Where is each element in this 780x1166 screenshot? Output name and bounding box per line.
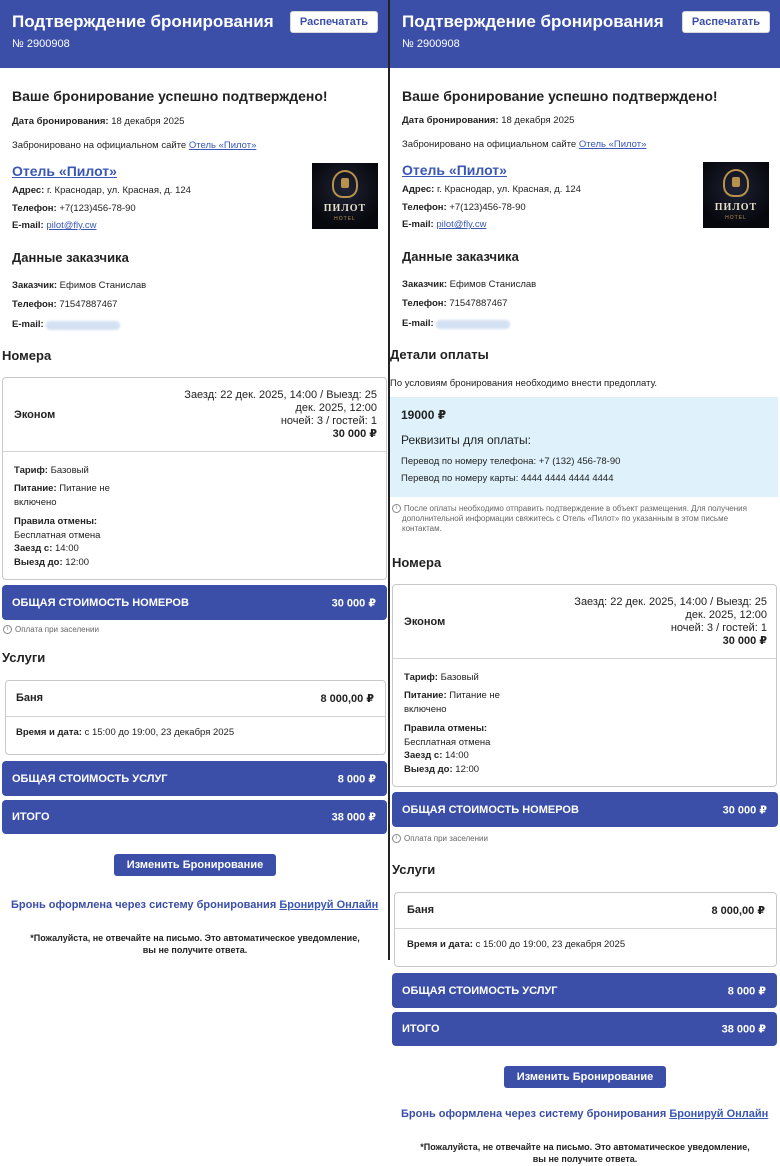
hotel-logo: ПИЛОТ HOTEL bbox=[703, 162, 769, 228]
pay-by-card: Перевод по номеру карты: 4444 4444 4444 4444 bbox=[401, 473, 614, 484]
services-title: Услуги bbox=[2, 650, 46, 665]
pay-on-arrival-note: i Оплата при заселении bbox=[3, 625, 99, 634]
prepay-text: По условиям бронирования необходимо внести предоплату. bbox=[390, 378, 658, 389]
email-view-left bbox=[0, 0, 390, 960]
edit-booking-button[interactable]: Изменить Бронирование bbox=[504, 1066, 666, 1088]
room-card bbox=[392, 584, 777, 787]
hotel-phone: Телефон: +7(123)456-78-90 bbox=[12, 203, 136, 214]
meal: Питание: Питание не включено bbox=[404, 690, 500, 715]
info-icon: i bbox=[392, 504, 401, 513]
header-bar bbox=[390, 0, 780, 68]
info-icon: i bbox=[392, 834, 401, 843]
service-card bbox=[5, 680, 386, 755]
emblem-icon bbox=[332, 170, 358, 198]
rooms-title: Номера bbox=[392, 555, 442, 570]
services-total-bar: ОБЩАЯ СТОИМОСТЬ УСЛУГ 8 000 ₽ bbox=[392, 973, 777, 1008]
print-button[interactable]: Распечатать bbox=[290, 11, 378, 33]
blurred-email bbox=[436, 320, 510, 329]
prepay-amount: 19000 ₽ bbox=[401, 408, 447, 422]
official-site-link[interactable]: Отель «Пилот» bbox=[188, 140, 257, 151]
checkout: Выезд до: 12:00 bbox=[14, 557, 90, 568]
booking-date: Дата бронирования: 18 декабря 2025 bbox=[12, 116, 185, 127]
service-name: Баня bbox=[407, 904, 435, 916]
customer-name: Заказчик: Ефимов Станислав bbox=[402, 279, 537, 290]
room-dates: Заезд: 22 дек. 2025, 14:00 / Выезд: 25 дек. 2025, 12:00 ночей: 3 / гостей: 1 30 000 ₽ bbox=[547, 596, 767, 648]
tariff: Тариф: Базовый bbox=[14, 465, 89, 476]
success-heading: Ваше бронирование успешно подтверждено! bbox=[402, 88, 718, 104]
service-price: 8 000,00 ₽ bbox=[320, 693, 374, 705]
email-view-right bbox=[390, 0, 780, 1166]
success-heading: Ваше бронирование успешно подтверждено! bbox=[12, 88, 328, 104]
rooms-total-bar: ОБЩАЯ СТОИМОСТЬ НОМЕРОВ 30 000 ₽ bbox=[2, 585, 387, 620]
hotel-email: E-mail: pilot@fly.cw bbox=[402, 219, 487, 230]
blurred-email bbox=[46, 321, 120, 330]
print-button[interactable]: Распечатать bbox=[682, 11, 770, 33]
payment-title: Детали оплаты bbox=[390, 347, 489, 362]
meal: Питание: Питание не включено bbox=[14, 483, 110, 508]
customer-phone: Телефон: 71547887467 bbox=[12, 299, 118, 310]
emblem-icon bbox=[723, 169, 749, 197]
room-dates: Заезд: 22 дек. 2025, 14:00 / Выезд: 25 дек. 2025, 12:00 ночей: 3 / гостей: 1 30 000 ₽ bbox=[157, 389, 377, 441]
hotel-logo: ПИЛОТ HOTEL bbox=[312, 163, 378, 229]
footer-warning: *Пожалуйста, не отвечайте на письмо. Это автоматическое уведомление, вы не получите ответа. bbox=[420, 1142, 750, 1164]
footer-warning: *Пожалуйста, не отвечайте на письмо. Это автоматическое уведомление, вы не получите ответа. bbox=[30, 933, 360, 955]
booked-on: Забронировано на официальном сайте Отель «Пилот» bbox=[402, 139, 647, 150]
booked-on: Забронировано на официальном сайте Отель «Пилот» bbox=[12, 140, 257, 151]
hotel-email: E-mail: pilot@fly.cw bbox=[12, 220, 97, 231]
booking-number: № 2900908 bbox=[402, 38, 460, 50]
grand-total-bar: ИТОГО 38 000 ₽ bbox=[392, 1012, 777, 1046]
checkin: Заезд с: 14:00 bbox=[14, 543, 79, 554]
hotel-phone: Телефон: +7(123)456-78-90 bbox=[402, 202, 526, 213]
tariff: Тариф: Базовый bbox=[404, 672, 479, 683]
page-title: Подтверждение бронирования bbox=[12, 12, 274, 31]
cancel-policy: Правила отмены: Бесплатная отмена bbox=[14, 516, 101, 541]
room-card bbox=[2, 377, 387, 580]
room-name: Эконом bbox=[404, 616, 446, 628]
service-time: Время и дата: с 15:00 до 19:00, 23 декабря 2025 bbox=[407, 939, 626, 950]
pay-by-phone: Перевод по номеру телефона: +7 (132) 456-78-90 bbox=[401, 456, 621, 467]
customer-title: Данные заказчика bbox=[12, 250, 129, 265]
pay-on-arrival-note: i Оплата при заселении bbox=[392, 834, 488, 843]
service-name: Баня bbox=[16, 692, 44, 704]
room-name: Эконом bbox=[14, 409, 56, 421]
page-title: Подтверждение бронирования bbox=[402, 12, 664, 31]
room-price: 30 000 ₽ bbox=[332, 428, 377, 440]
checkin: Заезд с: 14:00 bbox=[404, 750, 469, 761]
requisites-title: Реквизиты для оплаты: bbox=[401, 433, 532, 447]
customer-email: E-mail: bbox=[12, 319, 44, 330]
edit-booking-button[interactable]: Изменить Бронирование bbox=[114, 854, 276, 876]
customer-name: Заказчик: Ефимов Станислав bbox=[12, 280, 147, 291]
payment-note: i После оплаты необходимо отправить подтверждение в объект размещения. Для получения дополнительной информации свяжитесь с Отель «Пилот» по указанным в этом письме контактам. bbox=[392, 504, 747, 534]
rooms-total-bar: ОБЩАЯ СТОИМОСТЬ НОМЕРОВ 30 000 ₽ bbox=[392, 792, 778, 827]
payment-box bbox=[390, 397, 778, 497]
customer-phone: Телефон: 71547887467 bbox=[402, 298, 508, 309]
customer-title: Данные заказчика bbox=[402, 249, 519, 264]
info-icon: i bbox=[3, 625, 12, 634]
booking-number: № 2900908 bbox=[12, 38, 70, 50]
header-bar bbox=[0, 0, 388, 68]
service-time: Время и дата: с 15:00 до 19:00, 23 декабря 2025 bbox=[16, 727, 235, 738]
official-site-link[interactable]: Отель «Пилот» bbox=[578, 139, 647, 150]
grand-total-bar: ИТОГО 38 000 ₽ bbox=[2, 800, 387, 834]
service-price: 8 000,00 ₽ bbox=[711, 905, 765, 917]
hotel-name-link[interactable]: Отель «Пилот» bbox=[402, 162, 507, 178]
footer-system: Бронь оформлена через систему бронирования Бронируй Онлайн bbox=[11, 899, 379, 911]
hotel-name-link[interactable]: Отель «Пилот» bbox=[12, 163, 117, 179]
system-link[interactable]: Бронируй Онлайн bbox=[279, 899, 379, 911]
system-link[interactable]: Бронируй Онлайн bbox=[669, 1108, 769, 1120]
footer-system: Бронь оформлена через систему бронирования Бронируй Онлайн bbox=[401, 1108, 769, 1120]
hotel-address: Адрес: г. Краснодар, ул. Красная, д. 124 bbox=[402, 184, 581, 195]
cancel-policy: Правила отмены: Бесплатная отмена bbox=[404, 723, 491, 748]
checkout: Выезд до: 12:00 bbox=[404, 764, 480, 775]
room-price: 30 000 ₽ bbox=[722, 635, 767, 647]
service-card bbox=[394, 892, 777, 967]
customer-email: E-mail: bbox=[402, 318, 434, 329]
hotel-address: Адрес: г. Краснодар, ул. Красная, д. 124 bbox=[12, 185, 191, 196]
hotel-email-link[interactable]: pilot@fly.cw bbox=[436, 219, 487, 230]
hotel-email-link[interactable]: pilot@fly.cw bbox=[46, 220, 97, 231]
booking-date: Дата бронирования: 18 декабря 2025 bbox=[402, 115, 575, 126]
rooms-title: Номера bbox=[2, 348, 52, 363]
services-total-bar: ОБЩАЯ СТОИМОСТЬ УСЛУГ 8 000 ₽ bbox=[2, 761, 387, 796]
services-title: Услуги bbox=[392, 862, 436, 877]
